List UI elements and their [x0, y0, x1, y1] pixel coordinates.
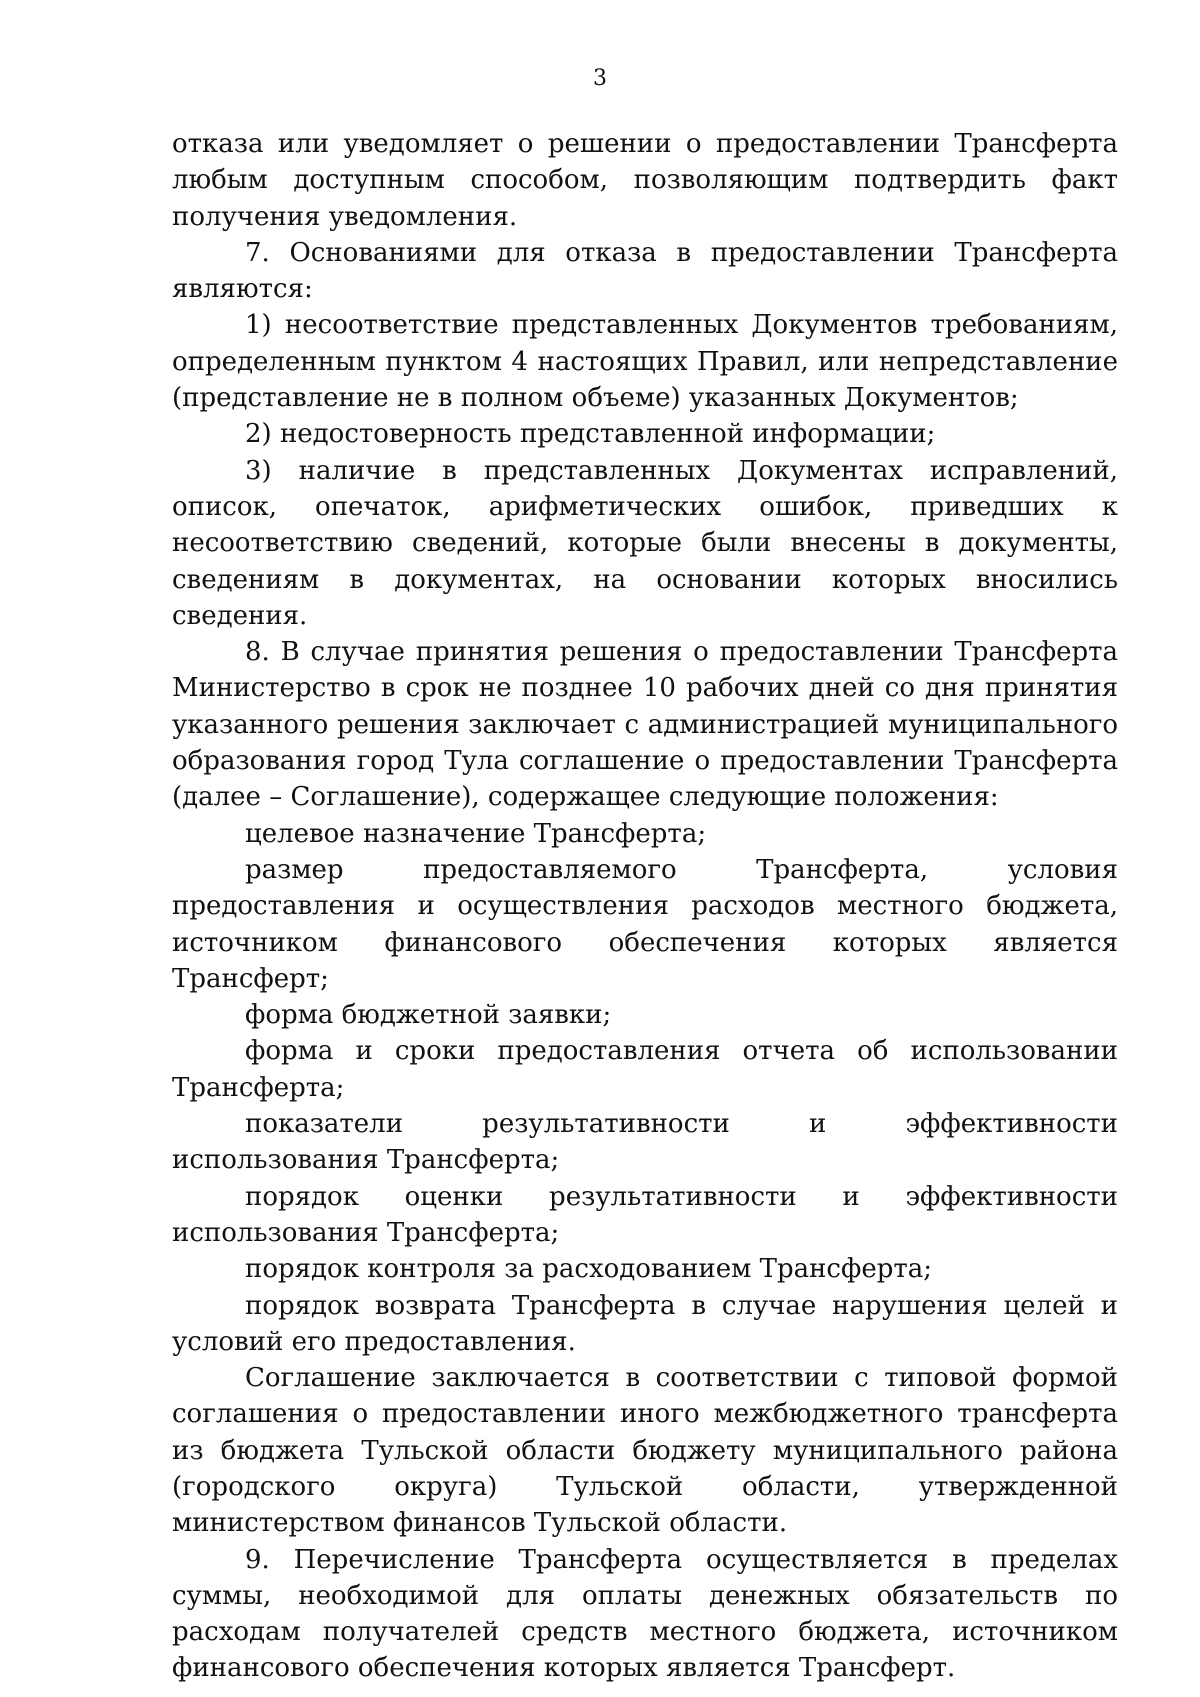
list-item-refund-procedure: порядок возврата Трансферта в случае нарушения целей и условий его предоставления.	[172, 1290, 1118, 1357]
list-item-amount-conditions: размер предоставляемого Трансферта, условия предоставления и осуществления расходов местного бюджета, источником финансового обеспечения которых является Трансферт;	[172, 854, 1118, 994]
paragraph-notification-continuation: отказа или уведомляет о решении о предоставлении Трансферта любым доступным способом, позволяющим подтвердить факт получения уведомления.	[172, 129, 1118, 232]
paragraph-item-7-heading: 7. Основаниями для отказа в предоставлении Трансферта являются:	[172, 237, 1118, 305]
list-item-report-form: форма и сроки предоставления отчета об использовании Трансферта;	[172, 1036, 1118, 1103]
page-number: 3	[593, 66, 607, 91]
document-body	[172, 126, 1118, 1687]
paragraph-agreement-form: Соглашение заключается в соответствии с типовой формой соглашения о предоставлении иного межбюджетного трансферта из бюджета Тульской области бюджету муниципального района (городского округа) Тульской области, утвержденной министерством финансов Тульской области.	[172, 1363, 1118, 1539]
paragraph-item-7-2: 2) недостоверность представленной информации;	[245, 419, 936, 450]
list-item-performance-indicators: показатели результативности и эффективности использования Трансферта;	[172, 1109, 1118, 1176]
list-item-spending-control: порядок контроля за расходованием Трансферта;	[245, 1254, 933, 1285]
list-item-performance-assessment: порядок оценки результативности и эффективности использования Трансферта;	[172, 1181, 1118, 1248]
paragraph-item-7-1: 1) несоответствие представленных Документов требованиям, определенным пунктом 4 настоящих Правил, или непредставление (представление не в полном объеме) указанных Документов;	[172, 310, 1118, 414]
list-item-purpose: целевое назначение Трансферта;	[245, 818, 707, 849]
paragraph-item-9: 9. Перечисление Трансферта осуществляется в пределах суммы, необходимой для оплаты денежных обязательств по расходам получателей средств местного бюджета, источником финансового обеспечения которых является Трансферт.	[172, 1544, 1118, 1684]
list-item-budget-request-form: форма бюджетной заявки;	[245, 1000, 612, 1031]
paragraph-item-8: 8. В случае принятия решения о предоставлении Трансферта Министерство в срок не позднее 10 рабочих дней со дня принятия указанного решения заключает с администрацией муниципального образования город Тула соглашение о предоставлении Трансферта (далее – Соглашение), содержащее следующие положения:	[172, 637, 1118, 813]
paragraph-item-7-3: 3) наличие в представленных Документах исправлений, описок, опечаток, арифметических ошибок, приведших к несоответствию сведений, которые были внесены в документы, сведениям в документах, на основании которых вносились сведения.	[172, 455, 1118, 631]
